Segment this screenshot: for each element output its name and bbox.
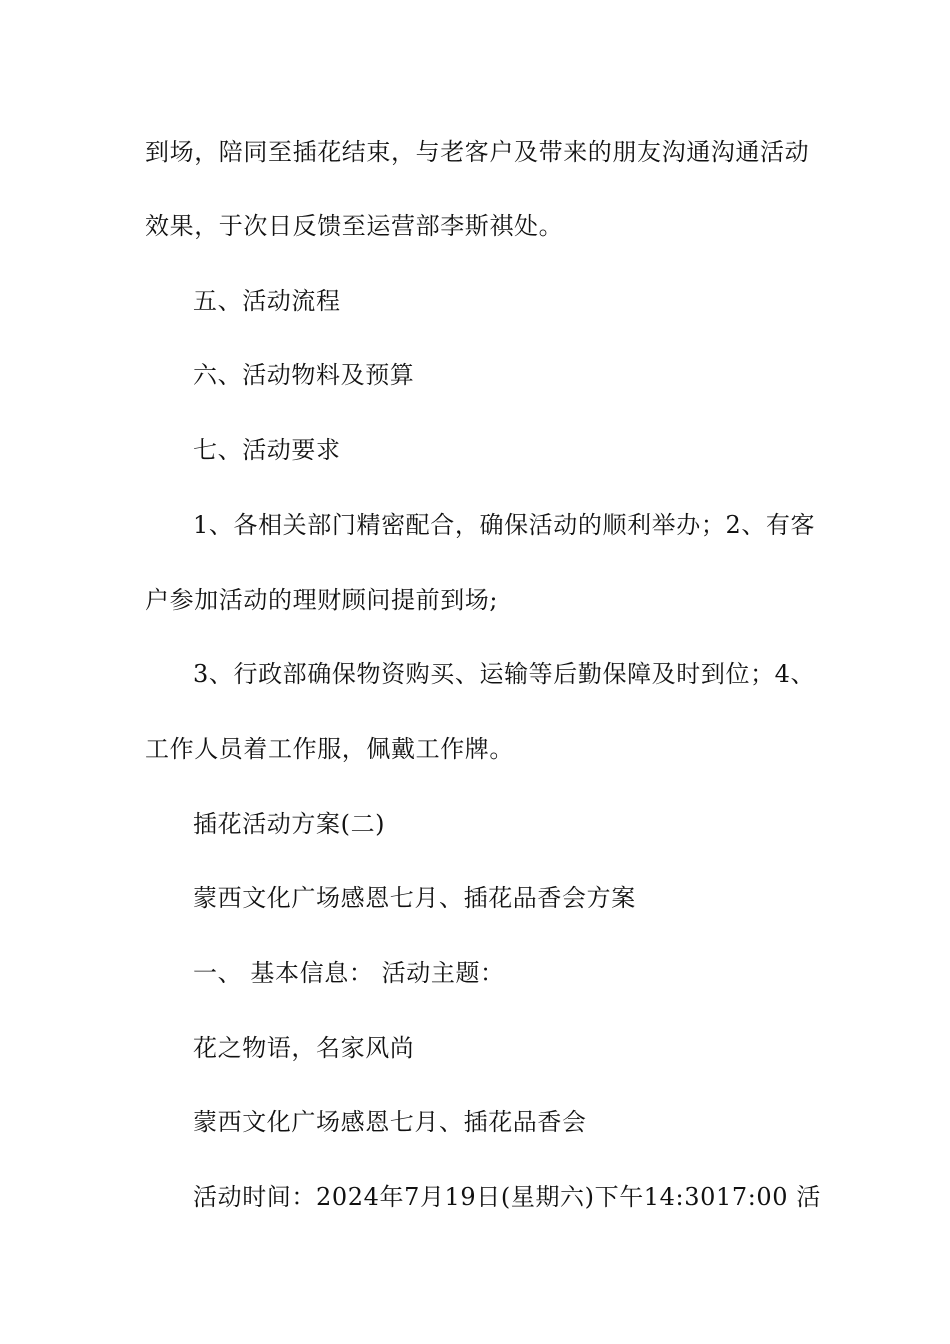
paragraph-line: 3、行政部确保物资购买、运输等后勤保障及时到位；4、	[193, 660, 816, 688]
section-heading: 五、活动流程	[193, 287, 341, 315]
paragraph-line: 蒙西文化广场感恩七月、插花品香会	[193, 1108, 587, 1136]
paragraph-line: 花之物语，名家风尚	[193, 1034, 415, 1062]
paragraph-line: 1、各相关部门精密配合，确保活动的顺利举办；2、有客	[193, 511, 816, 539]
section-heading: 六、活动物料及预算	[193, 361, 415, 389]
plan-title: 蒙西文化广场感恩七月、插花品香会方案	[193, 884, 636, 912]
section-heading: 七、活动要求	[193, 436, 341, 464]
section-heading: 一、 基本信息： 活动主题：	[193, 959, 505, 987]
paragraph-line: 到场，陪同至插花结束，与老客户及带来的朋友沟通沟通活动	[145, 138, 810, 166]
paragraph-line: 工作人员着工作服，佩戴工作牌。	[145, 735, 514, 763]
paragraph-line: 效果，于次日反馈至运营部李斯祺处。	[145, 212, 564, 240]
paragraph-line: 活动时间：2024年7月19日(星期六)下午14:3017:00 活	[193, 1183, 821, 1211]
paragraph-line: 户参加活动的理财顾问提前到场;	[145, 586, 499, 614]
document-title: 插花活动方案(二)	[193, 810, 386, 838]
